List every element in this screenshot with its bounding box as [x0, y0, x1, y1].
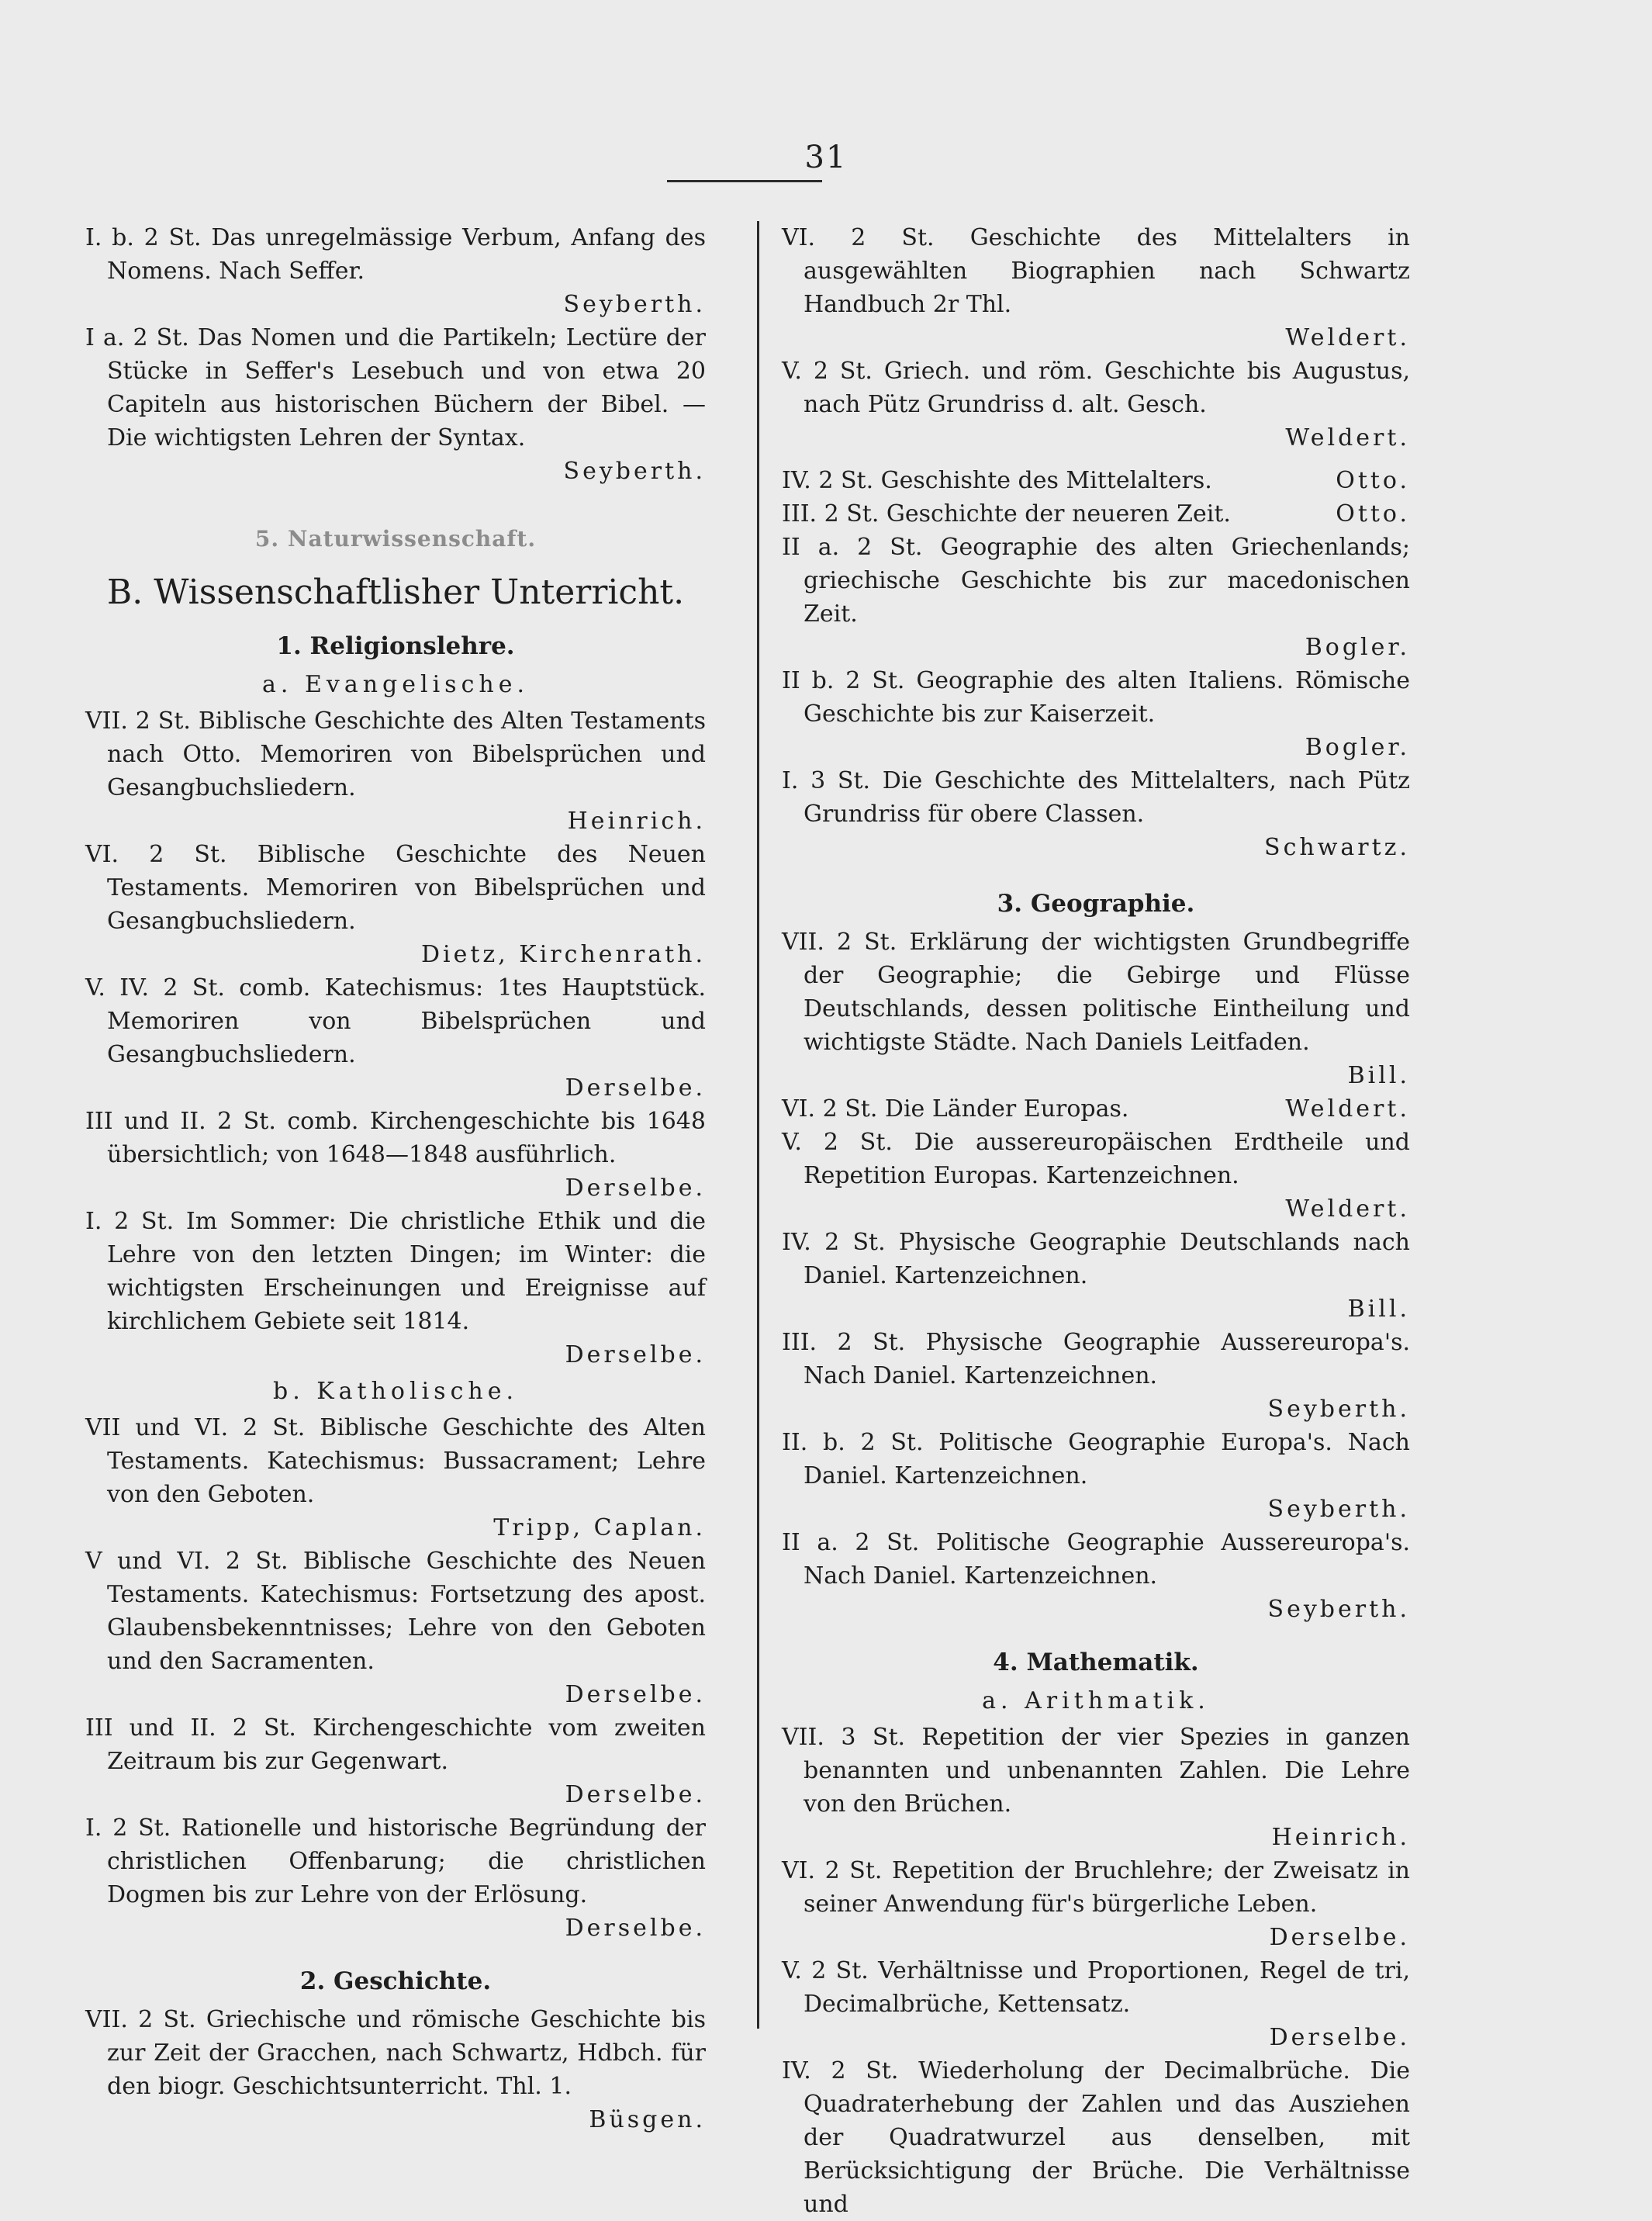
page-number-rule [667, 180, 822, 182]
entry-rel-ev-vi: VI. 2 St. Biblische Geschichte des Neuen Testaments. Memoriren von Bibelsprüchen und Gesangbuchsliedern. [85, 841, 706, 935]
signature: Weldert. [1285, 1095, 1410, 1123]
entry-rel-ev-v-iv: V. IV. 2 St. comb. Katechismus: 1tes Hauptstück. Memoriren von Bibelsprüchen und Gesangbuchsliedern. [85, 974, 706, 1068]
signature: Schwartz. [1264, 834, 1410, 861]
entry-text: VI. 2 St. Die Länder Europas. [782, 1095, 1129, 1123]
signature: Seyberth. [563, 291, 706, 318]
entry-text: III. 2 St. Geschichte der neueren Zeit. [782, 500, 1231, 528]
entry-hist-iv [782, 464, 1410, 497]
signature: Derselbe. [565, 1175, 706, 1202]
signature: Weldert. [1285, 424, 1410, 451]
entry-text: IV. 2 St. Geschishte des Mittelalters. [782, 467, 1212, 494]
entry-hist-iii [782, 497, 1410, 531]
signature: Bill. [1347, 1062, 1410, 1089]
entry-math-iv: IV. 2 St. Wiederholung der Decimalbrüche. Die Quadraterhebung der Zahlen und das Ausziehen der Quadratwurzel aus denselben, mit Berücksichtigung der Brüche. Die Verhältnisse und [782, 2057, 1410, 2218]
signature: Büsgen. [589, 2106, 706, 2133]
signature: Bogler. [1305, 734, 1410, 761]
signature: Derselbe. [565, 1341, 706, 1368]
subject-heading-geography: 3. Geographie. [997, 890, 1195, 918]
signature: Seyberth. [563, 458, 706, 485]
signature: Bogler. [1305, 634, 1410, 661]
entry-rel-ev-i: I. 2 St. Im Sommer: Die christliche Ethik und die Lehre von den letzten Dingen; im Winter: die wichtigsten Erscheinungen und Ereignisse auf kirchlichem Gebiete seit 1814. [85, 1208, 706, 1335]
signature: Weldert. [1285, 324, 1410, 351]
signature: Seyberth. [1267, 1496, 1410, 1523]
signature: Weldert. [1285, 1195, 1410, 1223]
subject-heading-mathematics: 4. Mathematik. [993, 1648, 1199, 1676]
entry-geo-iii: III. 2 St. Physische Geographie Aussereuropa's. Nach Daniel. Kartenzeichnen. [782, 1329, 1410, 1389]
entry-rel-kat-v-vi: V und VI. 2 St. Biblische Geschichte des Neuen Testaments. Katechismus: Fortsetzung des apost. Glaubensbekenntnisses; Lehre von den Geboten und den Sacramenten. [85, 1548, 706, 1675]
column-divider [757, 221, 759, 2029]
entry-rel-kat-iii-ii: III und II. 2 St. Kirchengeschichte vom zweiten Zeitraum bis zur Gegenwart. [85, 1714, 706, 1775]
signature: Heinrich. [567, 808, 706, 835]
signature: Dietz, Kirchenrath. [420, 941, 706, 968]
entry-math-vii: VII. 3 St. Repetition der vier Spezies in ganzen benannten und unbenannten Zahlen. Die Lehre von den Brüchen. [782, 1724, 1410, 1818]
entry-math-v: V. 2 St. Verhältnisse und Proportionen, Regel de tri, Decimalbrüche, Kettensatz. [782, 1957, 1410, 2018]
entry-hist-v: V. 2 St. Griech. und röm. Geschichte bis Augustus, nach Pütz Grundriss d. alt. Gesch. [782, 358, 1410, 418]
signature: Heinrich. [1271, 1824, 1410, 1851]
section-title: B. Wissenschaftlisher Unterricht. [106, 573, 685, 612]
signature: Otto. [1336, 500, 1410, 528]
entry-rel-ev-vii: VII. 2 St. Biblische Geschichte des Alten Testaments nach Otto. Memoriren von Bibelsprüchen und Gesangbuchsliedern. [85, 707, 706, 801]
entry-latin-ib: I. b. 2 St. Das unregelmässige Verbum, Anfang des Nomens. Nach Seffer. [85, 224, 706, 285]
signature: Seyberth. [1267, 1596, 1410, 1623]
entry-rel-kat-vii-vi: VII und VI. 2 St. Biblische Geschichte des Alten Testaments. Katechismus: Bussacrament; Lehre von den Geboten. [85, 1414, 706, 1508]
subheading-katholisch: b. Katholische. [272, 1378, 518, 1405]
signature: Bill. [1347, 1296, 1410, 1323]
signature: Derselbe. [1269, 2024, 1410, 2051]
signature: Tripp, Caplan. [493, 1514, 706, 1541]
signature: Derselbe. [565, 1915, 706, 1942]
subheading-evangelisch: a. Evangelische. [262, 671, 529, 698]
signature: Derselbe. [565, 1074, 706, 1102]
entry-geo-v: V. 2 St. Die aussereuropäischen Erdtheile und Repetition Europas. Kartenzeichnen. [782, 1129, 1410, 1189]
page-number: 31 [804, 140, 848, 175]
entry-hist-vii: VII. 2 St. Griechische und römische Geschichte bis zur Zeit der Gracchen, nach Schwartz, Hdbch. für den biogr. Geschichtsunterricht. Thl. 1. [85, 2006, 706, 2100]
subject-heading-religion: 1. Religionslehre. [276, 632, 515, 660]
entry-geo-iia: II a. 2 St. Politische Geographie Aussereuropa's. Nach Daniel. Kartenzeichnen. [782, 1529, 1410, 1590]
entry-geo-iv: IV. 2 St. Physische Geographie Deutschlands nach Daniel. Kartenzeichnen. [782, 1229, 1410, 1289]
entry-geo-iib: II. b. 2 St. Politische Geographie Europa's. Nach Daniel. Kartenzeichnen. [782, 1429, 1410, 1489]
signature: Derselbe. [565, 1781, 706, 1808]
signature: Derselbe. [1269, 1924, 1410, 1951]
entry-latin-ia: I a. 2 St. Das Nomen und die Partikeln; Lectüre der Stücke in Seffer's Lesebuch und von etwa 20 Capiteln aus historischen Büchern der Bibel. — Die wichtigsten Lehren der Syntax. [85, 324, 706, 451]
signature: Seyberth. [1267, 1396, 1410, 1423]
entry-geo-vi [782, 1092, 1410, 1126]
subheading-arithmetic: a. Arithmatik. [982, 1687, 1210, 1714]
entry-geo-vii: VII. 2 St. Erklärung der wichtigsten Grundbegriffe der Geographie; die Gebirge und Flüsse Deutschlands, dessen politische Eintheilung und wichtigste Städte. Nach Daniels Leitfaden. [782, 929, 1410, 1056]
entry-hist-i: I. 3 St. Die Geschichte des Mittelalters, nach Pütz Grundriss für obere Classen. [782, 767, 1410, 828]
left-column [85, 221, 706, 2136]
entry-hist-iib: II b. 2 St. Geographie des alten Italiens. Römische Geschichte bis zur Kaiserzeit. [782, 667, 1410, 728]
entry-math-vi: VI. 2 St. Repetition der Bruchlehre; der Zweisatz in seiner Anwendung für's bürgerliche Leben. [782, 1857, 1410, 1918]
subject-heading-history: 2. Geschichte. [299, 1967, 492, 1995]
signature: Otto. [1336, 467, 1410, 494]
right-column [782, 221, 1410, 2221]
entry-hist-iia: II a. 2 St. Geographie des alten Griechenlands; griechische Geschichte bis zur macedonischen Zeit. [782, 534, 1410, 628]
entry-hist-vi: VI. 2 St. Geschichte des Mittelalters in ausgewählten Biographien nach Schwartz Handbuch 2r Thl. [782, 224, 1410, 318]
entry-rel-kat-i: I. 2 St. Rationelle und historische Begründung der christlichen Offenbarung; die christlichen Dogmen bis zur Lehre von der Erlösung. [85, 1815, 706, 1908]
faded-heading: 5. Naturwissenschaft. [254, 526, 537, 552]
signature: Derselbe. [565, 1681, 706, 1708]
entry-rel-ev-iii-ii: III und II. 2 St. comb. Kirchengeschichte bis 1648 übersichtlich; von 1648—1848 ausführlich. [85, 1108, 706, 1168]
